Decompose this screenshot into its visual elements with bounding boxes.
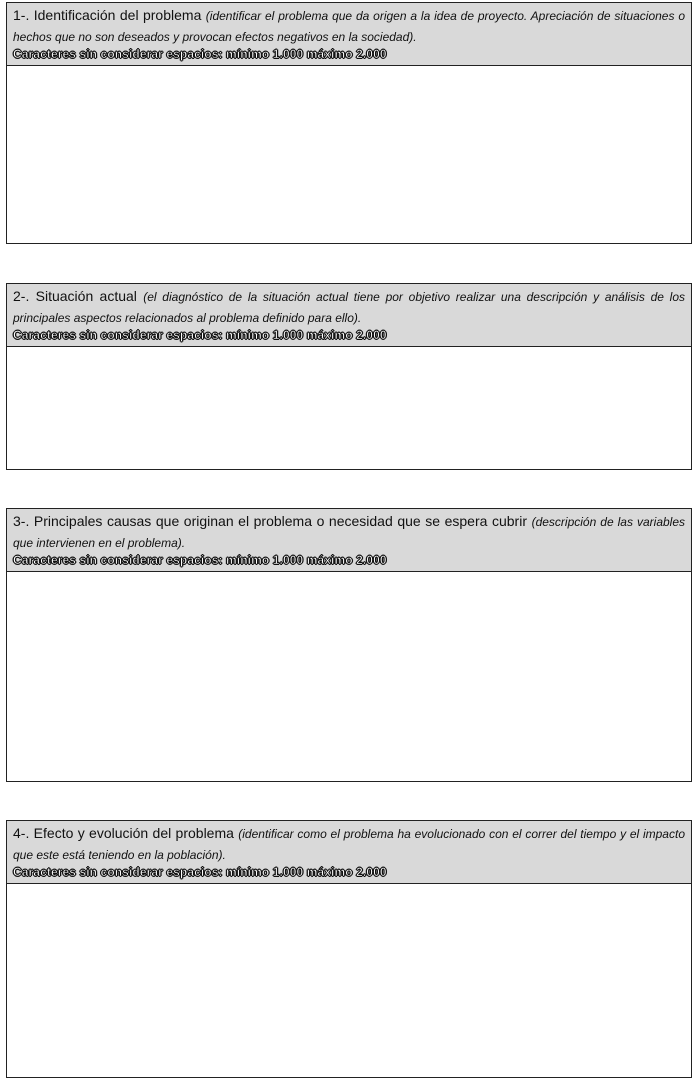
answer-field[interactable]	[7, 347, 691, 465]
character-limit-note: Caracteres sin considerar espacios: mínimo 1.000 máximo 2.000	[13, 328, 387, 342]
answer-field[interactable]	[7, 884, 691, 1070]
section-problem-identification	[6, 2, 692, 244]
section-main-causes	[6, 508, 692, 782]
section-header	[7, 3, 691, 66]
section-current-situation	[6, 283, 692, 470]
section-header	[7, 821, 691, 884]
section-title-text: 4-. Efecto y evolución del problema	[13, 825, 234, 841]
section-title	[13, 823, 685, 865]
section-title-text: 3-. Principales causas que originan el problema o necesidad que se espera cubrir	[13, 513, 527, 529]
section-title	[13, 511, 685, 553]
character-limit-note: Caracteres sin considerar espacios: mínimo 1.000 máximo 2.000	[13, 865, 387, 879]
section-description: (descripción de las variables que intervienen en el problema).	[13, 515, 686, 550]
section-title	[13, 5, 685, 47]
section-description: (identificar como el problema ha evolucionado con el correr del tiempo y el impacto que este está teniendo en la población).	[13, 827, 685, 862]
character-limit-note: Caracteres sin considerar espacios: mínimo 1.000 máximo 2.000	[13, 47, 387, 61]
section-header	[7, 284, 691, 347]
section-effect-evolution	[6, 820, 692, 1078]
answer-field[interactable]	[7, 66, 691, 236]
section-description: (identificar el problema que da origen a la idea de proyecto. Apreciación de situaciones o hechos que no son deseados y provocan efectos negativos en la sociedad).	[13, 9, 686, 44]
section-title-text: 2-. Situación actual	[13, 288, 137, 304]
section-title	[13, 286, 685, 328]
section-header	[7, 509, 691, 572]
section-title-text: 1-. Identificación del problema	[13, 7, 202, 23]
answer-field[interactable]	[7, 572, 691, 774]
section-description: (el diagnóstico de la situación actual tiene por objetivo realizar una descripción y análisis de los principales aspectos relacionados al problema definido para ello).	[13, 290, 686, 325]
character-limit-note: Caracteres sin considerar espacios: mínimo 1.000 máximo 2.000	[13, 553, 387, 567]
